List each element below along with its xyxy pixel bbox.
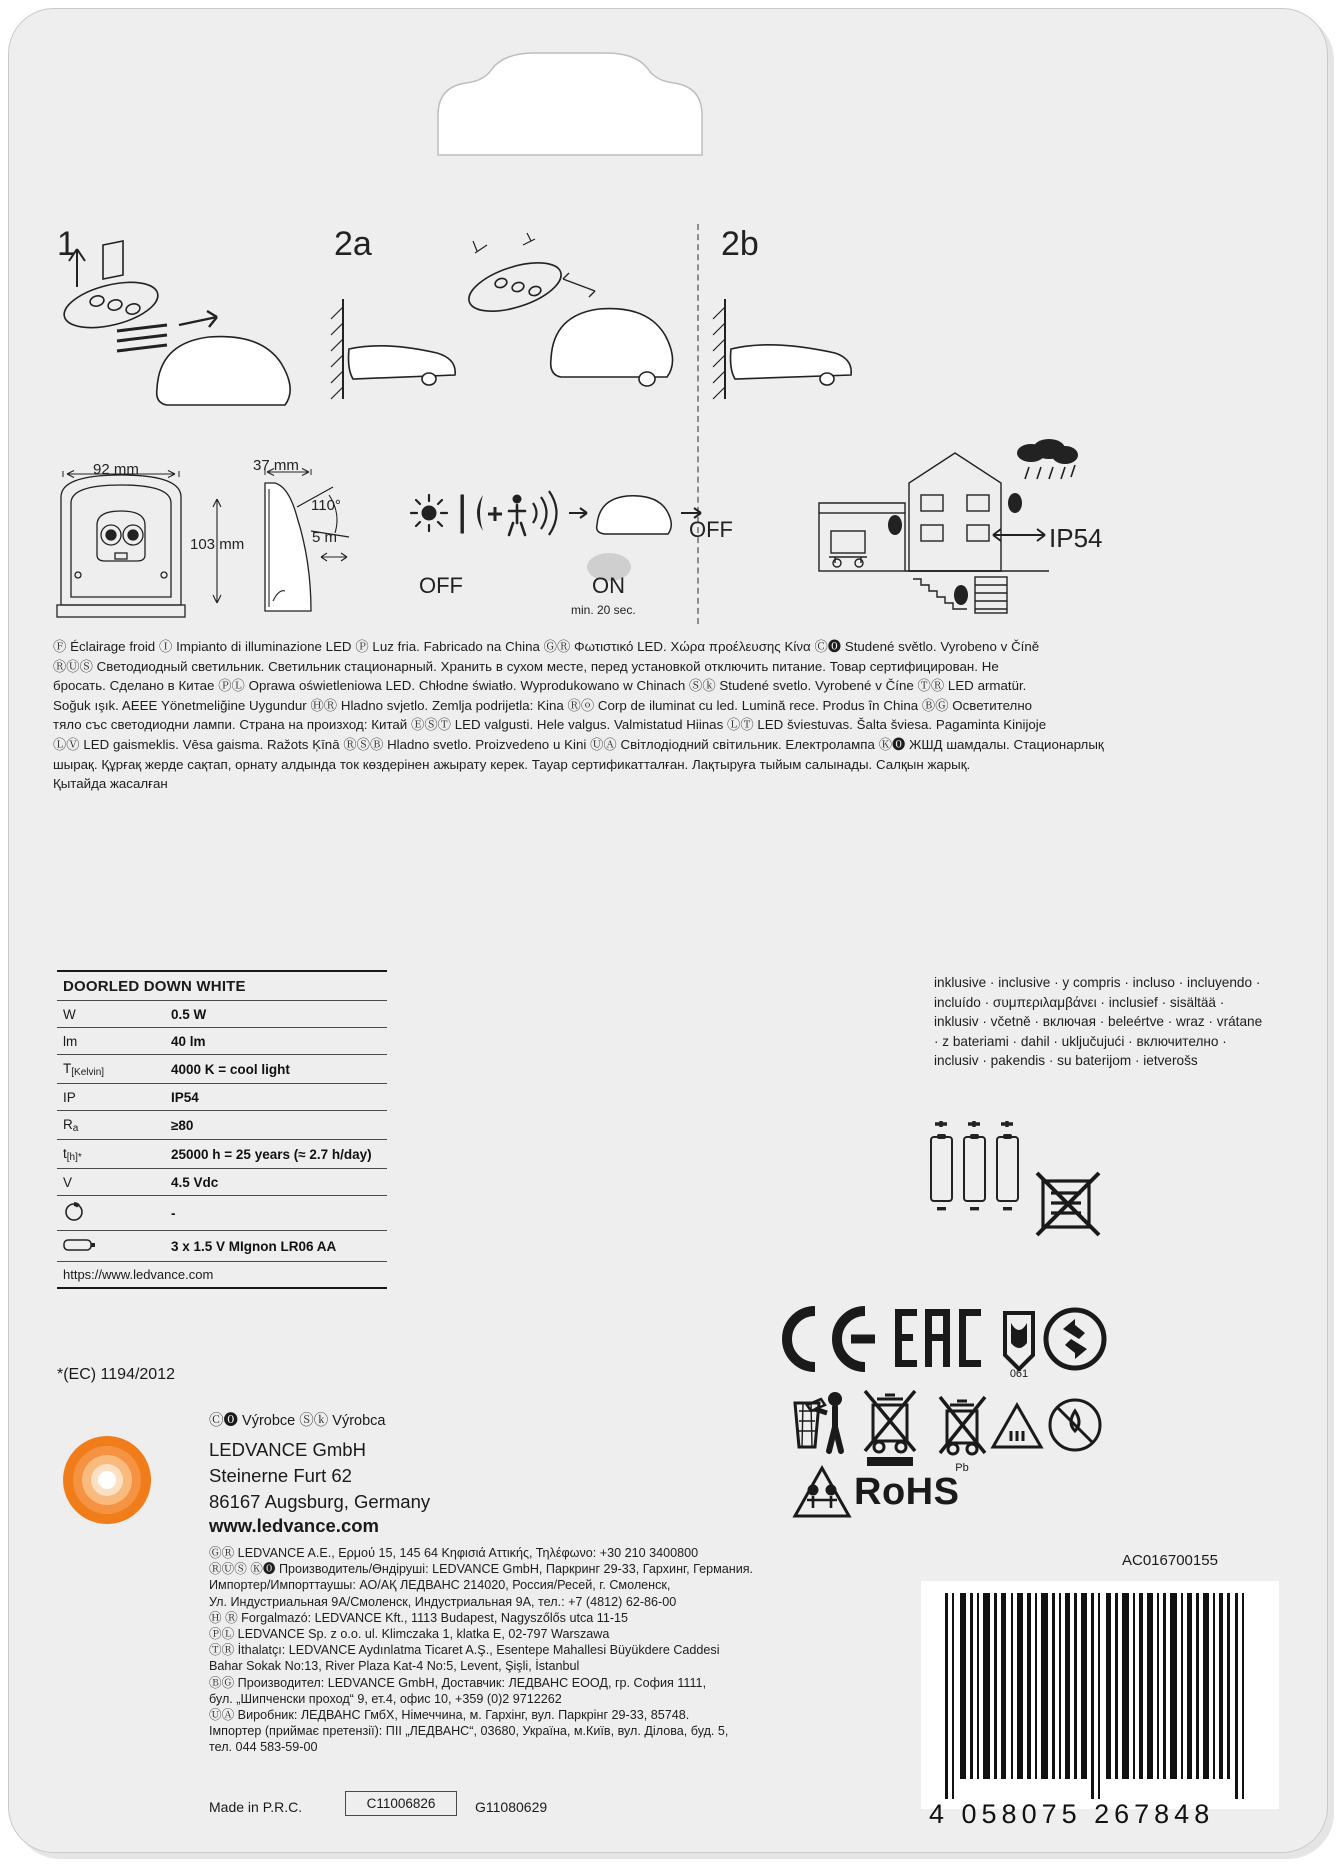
svg-text:061: 061 <box>1009 1368 1029 1380</box>
spec-value: 4000 K = cool light <box>165 1055 387 1084</box>
made-in-label: Made in P.R.C. <box>209 1799 303 1815</box>
off-state-label: OFF <box>419 573 463 598</box>
height-dimension: 103 mm <box>190 536 245 553</box>
barcode-bars <box>931 1591 1269 1805</box>
detection-range: 5 m <box>312 529 338 546</box>
multilingual-line-2: ⓇⓊⓈ Светодиодный светильник. Светильник стационарный. Хранить в сухом месте, перед установкой отключить питание. Товар сертифицирован. Не <box>53 658 999 674</box>
installation-steps <box>9 209 1329 449</box>
address-line: тел. 044 583-59-00 <box>209 1740 318 1755</box>
spec-key: lm <box>57 1028 165 1055</box>
eac-mark <box>895 1309 981 1367</box>
multilingual-line-5: тяло със светодиодни лампи. Страна на произход: Китай ⒺⓈⓉ LED valgusti. Hele valgus. Valmistatud Hiinas ⓁⓉ LED šviestuvas. Šalta šviesa. Pagaminta Kinijoje <box>53 717 1047 733</box>
ip-rating-label: IP54 <box>1049 523 1103 553</box>
step-2a-illustration <box>327 229 687 429</box>
lamp-glow-icon <box>61 1434 153 1526</box>
svg-text:Pb: Pb <box>955 1462 969 1474</box>
address-line: Ул. Индустриальная 9А/Смоленск, Индустриальная 9А, тел.: +7 (4812) 62-86-00 <box>209 1594 677 1609</box>
spec-key: IP <box>57 1084 165 1111</box>
address-line: Ⓗ Ⓡ Forgalmazó: LEDVANCE Kft., 1113 Budapest, Nagyszőlős utca 11-15 <box>209 1610 629 1625</box>
class-iii-icon <box>993 1405 1041 1447</box>
table-row <box>57 1028 387 1055</box>
no-children-icon <box>791 1464 853 1522</box>
address-line: ⓇⓊⓈ Ⓚ⓿ Производитель/Өндіруші: LEDVANCE GmbH, Паркринг 29-33, Гархинг, Германия. <box>209 1562 754 1577</box>
manufacturer-street: Steinerne Furt 62 <box>209 1465 352 1486</box>
spec-value: IP54 <box>165 1084 387 1111</box>
address-line: ⓉⓇ İthalatçı: LEDVANCE Aydınlatma Ticaret A.Ş., Esentepe Mahallesi Büyükdere Caddesi <box>209 1643 720 1658</box>
table-row-url <box>57 1262 387 1289</box>
address-line: ⒼⓇ LEDVANCE A.E., Ερμού 15, 145 64 Κηφισιά Αττικής, Τηλέφωνο: +30 210 3400800 <box>209 1546 699 1560</box>
multilingual-line-7: шырақ. Құрғақ жерде сақтап, орнату алдында ток көздерінен ажырату керек. Тауар сертификатталған. Лақтыруға тыйым салынады. Салқын жарық. <box>53 756 971 772</box>
address-line: ⓅⓁ LEDVANCE Sp. z o.o. ul. Klimczaka 1, klatka E, 02-797 Warszawa <box>209 1627 610 1642</box>
regional-addresses <box>209 1545 869 1756</box>
width-dimension: 92 mm <box>93 461 139 478</box>
depth-dimension: 37 mm <box>253 457 299 474</box>
battery-icon <box>63 1237 97 1253</box>
rohs-label: RoHS <box>854 1471 960 1513</box>
address-line: Bahar Sokak No:13, River Plaza Kat-4 No:5, Levent, Şişli, İstanbul <box>209 1659 580 1674</box>
no-water-icon <box>1050 1400 1100 1450</box>
manufacturer-city: 86167 Augsburg, Germany <box>209 1491 431 1512</box>
step-2b-number: 2b <box>721 225 759 263</box>
beam-angle: 110° <box>311 497 341 514</box>
multilingual-line-8: Қытайда жасалған <box>53 776 168 792</box>
table-row <box>57 1196 387 1231</box>
no-cover-icon <box>1029 1159 1119 1249</box>
specification-table <box>57 970 387 1289</box>
package-card <box>8 8 1328 1853</box>
dispose-in-bin-icon <box>795 1392 842 1451</box>
ce-mark <box>787 1311 875 1367</box>
table-row <box>57 1169 387 1196</box>
recycle-mark <box>1046 1310 1104 1368</box>
spec-key: W <box>57 1001 165 1028</box>
certification-marks <box>779 1299 1109 1479</box>
table-row-title <box>57 971 387 1001</box>
address-line: бул. „Шипченски проход“ 9, ет.4, офис 10, +359 (0)2 9712262 <box>209 1691 562 1706</box>
product-title: DOORLED DOWN WHITE <box>57 971 387 1001</box>
barcode <box>921 1581 1279 1809</box>
spec-value: 25000 h = 25 years (≈ 2.7 h/day) <box>165 1140 387 1169</box>
euro-hanger-hole <box>430 51 710 159</box>
spec-value: 40 lm <box>165 1028 387 1055</box>
multilingual-line-6: ⓁⓋ LED gaismeklis. Vēsa gaisma. Ražots Ķīnā ⓇⓈⒷ Hladno svetlo. Proizvedeno u Kini ⓊⒶ Світлодіодний світильник. Електролампа Ⓚ⓿ ЖШД шамдалы. Стационарлық <box>53 736 1104 752</box>
step-2a-number: 2a <box>334 225 372 263</box>
product-url[interactable]: https://www.ledvance.com <box>57 1262 387 1289</box>
sensor-mode-pictogram <box>409 481 709 551</box>
address-line: Імпортер (приймає претензії): ПІІ „ЛЕДВАНС“, 03680, Україна, м.Київ, вул. Ділова, буд. 5, <box>209 1724 729 1739</box>
table-row <box>57 1111 387 1140</box>
ec-regulation-note: *(EC) 1194/2012 <box>57 1366 175 1383</box>
spec-value: 3 x 1.5 V MIgnon LR06 AA <box>165 1231 387 1262</box>
table-row <box>57 1084 387 1111</box>
manufacturer-website[interactable]: www.ledvance.com <box>209 1515 379 1536</box>
on-state-label: ON <box>592 573 625 598</box>
step-1-illustration <box>49 239 329 429</box>
front-view-drawing <box>47 469 197 629</box>
manufacturer-address <box>209 1437 430 1515</box>
table-row <box>57 1055 387 1084</box>
table-row <box>57 1231 387 1262</box>
article-number: AC016700155 <box>1122 1552 1218 1569</box>
min-duration-label: min. 20 sec. <box>571 603 636 617</box>
spec-illustrations <box>9 439 1329 629</box>
plain-code: G11080629 <box>475 1799 548 1815</box>
weee-crossed-bin-icon <box>865 1391 915 1466</box>
spec-key: $R_a$ <box>57 1111 165 1140</box>
address-line: ⒷⒼ Производител: LEDVANCE GmbH, Доставчик: ЛЕДВАНС ЕООД, гр. София 1111, <box>209 1675 707 1690</box>
table-row <box>57 1001 387 1028</box>
step-2b-illustration <box>709 229 929 429</box>
multilingual-line-3: бросать. Сделано в Китае ⓅⓁ Oprawa oświetleniowa LED. Chłodne światło. Wyprodukowano w Chinach Ⓢⓚ Studené svetlo. Vyrobené v Číne ⓉⓇ LED armatür. <box>53 678 1027 694</box>
multilingual-line-1: Ⓕ Éclairage froid Ⓘ Impianto di illuminazione LED Ⓟ Luz fria. Fabricado na China ⒼⓇ Φωτιστικό LED. Χώρα προέλευσης Κίνα Ⓒ⓿ Studené světlo. Vyrobeno v Číně <box>53 639 1040 654</box>
triman-mark <box>1005 1313 1033 1380</box>
table-row <box>57 1140 387 1169</box>
step-1-number: 1 <box>57 225 76 263</box>
address-line: ⓊⒶ Виробник: ЛЕДВАНС ГмбХ, Німеччина, м. Гархінг, вул. Паркрінг 29-33, 85748. <box>209 1708 690 1723</box>
off-state-right-label: OFF <box>689 517 733 542</box>
spec-key: V <box>57 1169 165 1196</box>
manufacturer-name: LEDVANCE GmbH <box>209 1439 366 1460</box>
multilingual-line-4: Soğuk ışık. AEEE Yönetmeliğine Uygundur ⒽⓇ Hladno svjetlo. Zemlja podrijetla: Kina Ⓡⓞ Corp de iluminat cu led. Lumină rece. Produs în China ⒷⒼ Осветително <box>53 697 1033 713</box>
spec-key: $t_{[h]*}$ <box>57 1140 165 1169</box>
address-line: Импортер/Импорттаушы: АО/АҚ ЛЕДВАНС 214020, Россия/Ресей, г. Смоленск, <box>209 1578 671 1593</box>
spec-value: 0.5 W <box>165 1001 387 1028</box>
barcode-digits: 4 058075 267848 <box>929 1799 1215 1829</box>
boxed-code: C11006826 <box>345 1791 457 1816</box>
dimmer-icon <box>63 1202 85 1222</box>
weee-battery-bin-icon <box>940 1397 985 1474</box>
manufacturer-label: Ⓒ⓿ Výrobce Ⓢⓚ Výrobca <box>209 1413 386 1429</box>
spec-value: - <box>165 1196 387 1231</box>
spec-value: ≥80 <box>165 1111 387 1140</box>
multilingual-notice <box>53 637 1293 794</box>
spec-key: $T_{[Kelvin]}$ <box>57 1055 165 1084</box>
included-batteries-text: inklusive · inclusive · y compris · incluso · incluyendo · incluído · συμπεριλαμβάνει · inclusief · sisältää · inklusiv · včetně · включая · beleértve · wraz · vrátane · z bateriami · dahil · uključujući · включително · inclusiv · pakendis · su baterijom · ietverošs <box>934 975 1263 1069</box>
spec-value: 4.5 Vdc <box>165 1169 387 1196</box>
